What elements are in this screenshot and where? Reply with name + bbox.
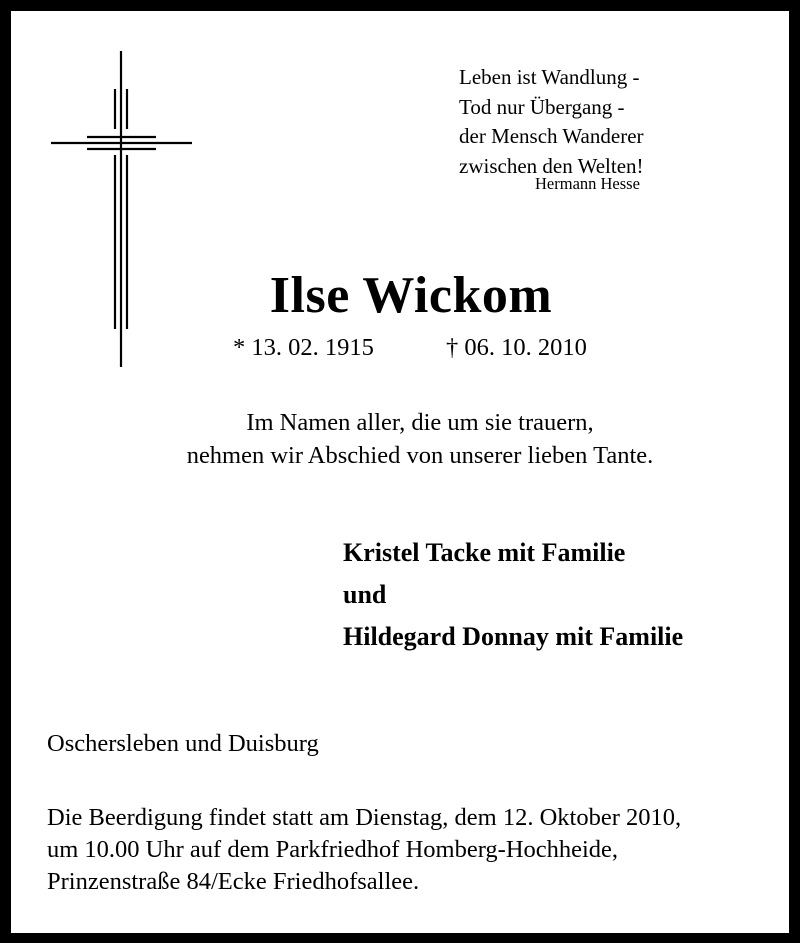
quote-line: Leben ist Wandlung - <box>459 65 640 89</box>
family-line: Kristel Tacke mit Familie <box>343 538 626 567</box>
funeral-line: um 10.00 Uhr auf dem Parkfriedhof Homberg-Hochheide, <box>47 836 619 863</box>
funeral-line: Die Beerdigung findet statt am Dienstag, dem 12. Oktober 2010, <box>47 804 682 831</box>
family-line: Hildegard Donnay mit Familie <box>343 622 684 651</box>
family-line: und <box>343 580 387 609</box>
birth-date: * 13. 02. 1915 <box>233 334 374 361</box>
quote-author: Hermann Hesse <box>535 174 640 193</box>
location-text: Oschersleben und Duisburg <box>47 730 319 757</box>
quote-line: Tod nur Übergang - <box>459 94 625 119</box>
mourning-line: Im Namen aller, die um sie trauern, <box>246 409 594 436</box>
deceased-name: Ilse Wickom <box>269 267 553 324</box>
mourning-statement <box>11 406 800 472</box>
cross-icon <box>11 11 800 411</box>
funeral-line: Prinzenstraße 84/Ecke Friedhofsallee. <box>47 868 420 895</box>
mourning-line: nehmen wir Abschied von unserer lieben Tante. <box>186 442 654 469</box>
death-date: † 06. 10. 2010 <box>446 334 587 361</box>
poem-quote <box>459 63 644 181</box>
funeral-details <box>47 802 681 898</box>
quote-line: zwischen den Welten! <box>459 153 644 178</box>
quote-line: der Mensch Wanderer <box>459 124 644 148</box>
